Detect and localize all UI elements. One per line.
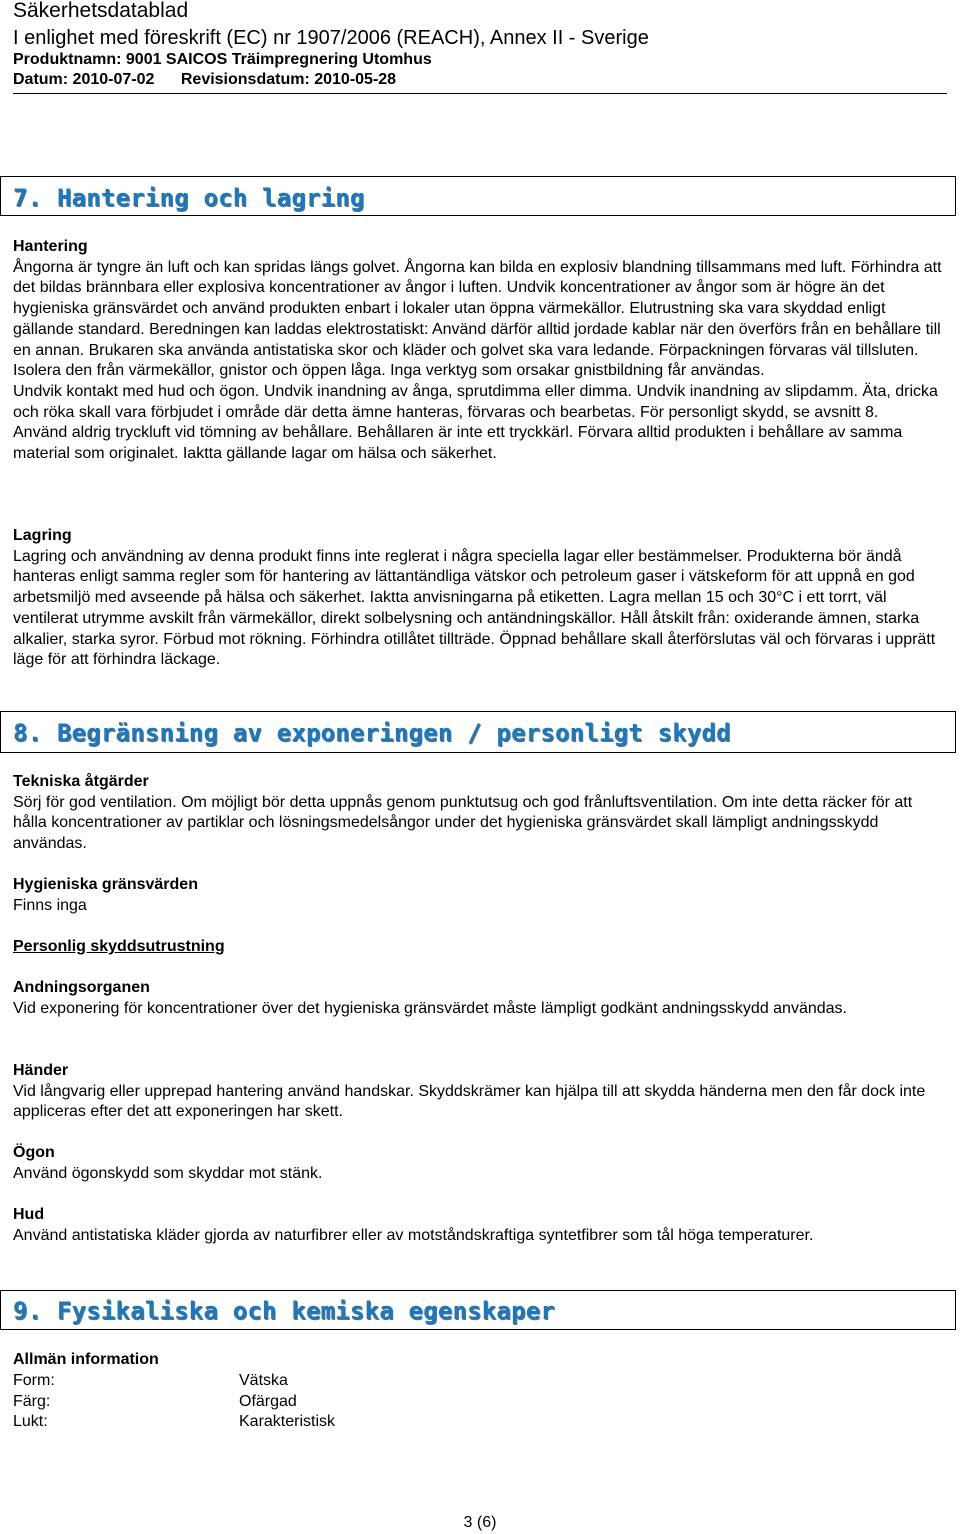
section-7-storage — [13, 526, 947, 671]
respiratory-text: Vid exponering för koncentrationer över det hygieniska gränsvärdet måste lämpligt godkänt andningsskydd användas. — [13, 999, 847, 1017]
handling-paragraph-3: Använd aldrig tryckluft vid tömning av behållare. Behållaren är inte ett tryckkärl. Förvara alltid produkten i behållare av samma material som originalet. Iaktta gällande lagar om hälsa och säkerhet. — [13, 424, 903, 463]
header-divider — [13, 93, 947, 94]
technical-heading: Tekniska åtgärder — [13, 773, 149, 790]
eyes-text: Använd ögonskydd som skyddar mot stänk. — [13, 1164, 323, 1182]
property-label: Färg: — [13, 1392, 51, 1410]
hands-heading: Händer — [13, 1062, 69, 1079]
general-info-heading-block — [13, 1350, 947, 1371]
respiratory-protection — [13, 978, 947, 1019]
handling-paragraph-1: Ångorna är tyngre än luft och kan spridas längs golvet. Ångorna kan bilda en explosiv blandning tillsammans med luft. Förhindra att det bildas brännbara eller explosiva koncentrationer av ångor i luften. Undvik koncentrationer av ångor som är högre än det hygieniska gränsvärdet och använd produkten enbart i lokaler utan öppna värmekällor. Elutrustning ska vara skyddad enligt gällande standard. Beredningen kan laddas elektrostatiskt: Använd därför alltid jordade kablar när den överförs från en behållare till en annan. Brukaren ska använda antistatiska skor och kläder och golvet ska vara ledande. Förpackningen förvaras väl tillsluten. Isolera den från värmekällor, gnistor och öppen låga. Inga verktyg som orsakar gnistbildning får användas. — [13, 258, 942, 380]
property-label: Lukt: — [13, 1413, 48, 1431]
hand-protection — [13, 1061, 947, 1123]
eyes-heading: Ögon — [13, 1144, 55, 1161]
property-value: Karakteristisk — [239, 1413, 336, 1431]
technical-text: Sörj för god ventilation. Om möjligt bör detta uppnås genom punktutsug och god frånluftsventilation. Om inte detta räcker för att hålla koncentrationer av partiklar och lösningsmedelsångor under det hygieniska gränsvärdet skall lämpligt andningsskydd användas. — [13, 793, 913, 853]
property-label: Form: — [13, 1372, 55, 1389]
handling-paragraph-2: Undvik kontakt med hud och ögon. Undvik inandning av ånga, sprutdimma eller dimma. Undvik inandning av slipdamm. Äta, dricka och röka skall vara förbjudet i område där detta ämne hanteras, förvaras och bearbetas. För personligt skydd, se avsnitt 8. — [13, 382, 938, 421]
table-row — [13, 1371, 335, 1392]
skin-text: Använd antistatiska kläder gjorda av naturfibrer eller av motståndskraftiga syntetfibrer som tål höga temperaturer. — [13, 1226, 814, 1244]
dates-line — [13, 70, 947, 90]
issue-date: Datum: 2010-07-02 — [13, 71, 155, 88]
section-7-handling — [13, 237, 947, 465]
respiratory-heading: Andningsorganen — [13, 979, 150, 996]
limits-text: Finns inga — [13, 896, 87, 914]
storage-heading: Lagring — [13, 527, 72, 544]
limits-heading: Hygieniska gränsvärden — [13, 876, 198, 893]
general-heading: Allmän information — [13, 1351, 159, 1368]
handling-heading: Hantering — [13, 238, 88, 255]
table-row — [13, 1392, 335, 1413]
properties-table — [13, 1371, 335, 1433]
skin-heading: Hud — [13, 1206, 45, 1223]
ppe-heading: Personlig skyddsutrustning — [13, 938, 225, 955]
storage-paragraph: Lagring och användning av denna produkt finns inte reglerat i några speciella lagar eller bestämmelser. Produkterna bör ändå hanteras enligt samma regler som för hantering av lättantändliga vätskor och petroleum gaser i vätskeform för att uppnå en god arbetsmiljö med avseende på hälsa och säkerhet. Iaktta anvisningarna på etiketten. Lagra mellan 15 och 30°C i ett torrt, väl ventilerat utrymme avskilt från värmekällor, direkt solbelysning och antändningskällor. Håll åtskilt från: oxiderande ämnen, starka alkalier, starka syror. Förbud mot rökning. Förhindra otillåtet tillträde. Öppnad behållare skall återförslutas väl och förvaras i upprätt läge för att förhindra läckage. — [13, 547, 936, 669]
section-9-title: 9. Fysikaliska och kemiska egenskaper — [13, 1297, 556, 1325]
document-header — [13, 0, 947, 90]
technical-measures — [13, 772, 947, 855]
skin-protection — [13, 1205, 947, 1246]
document-title: Säkerhetsdatablad — [13, 0, 189, 22]
product-name: Produktnamn: 9001 SAICOS Träimpregnering Utomhus — [13, 51, 432, 68]
eye-protection — [13, 1143, 947, 1184]
section-8-title: 8. Begränsning av exponeringen / personligt skydd — [13, 719, 731, 747]
ppe-block — [13, 937, 947, 958]
section-7-title: 7. Hantering och lagring — [13, 184, 365, 212]
revision-date: Revisionsdatum: 2010-05-28 — [180, 71, 397, 88]
hands-text: Vid långvarig eller upprepad hantering använd handskar. Skyddskrämer kan hjälpa till att skydda händerna men den får dock inte appliceras efter det att exponeringen har skett. — [13, 1082, 926, 1121]
regulation-subtitle: I enlighet med föreskrift (EC) nr 1907/2006 (REACH), Annex II - Sverige — [13, 27, 649, 49]
table-row — [13, 1412, 335, 1433]
exposure-limits — [13, 875, 947, 916]
property-value: Vätska — [239, 1372, 288, 1389]
property-value: Ofärgad — [239, 1392, 297, 1410]
page-number: 3 (6) — [463, 1514, 497, 1531]
